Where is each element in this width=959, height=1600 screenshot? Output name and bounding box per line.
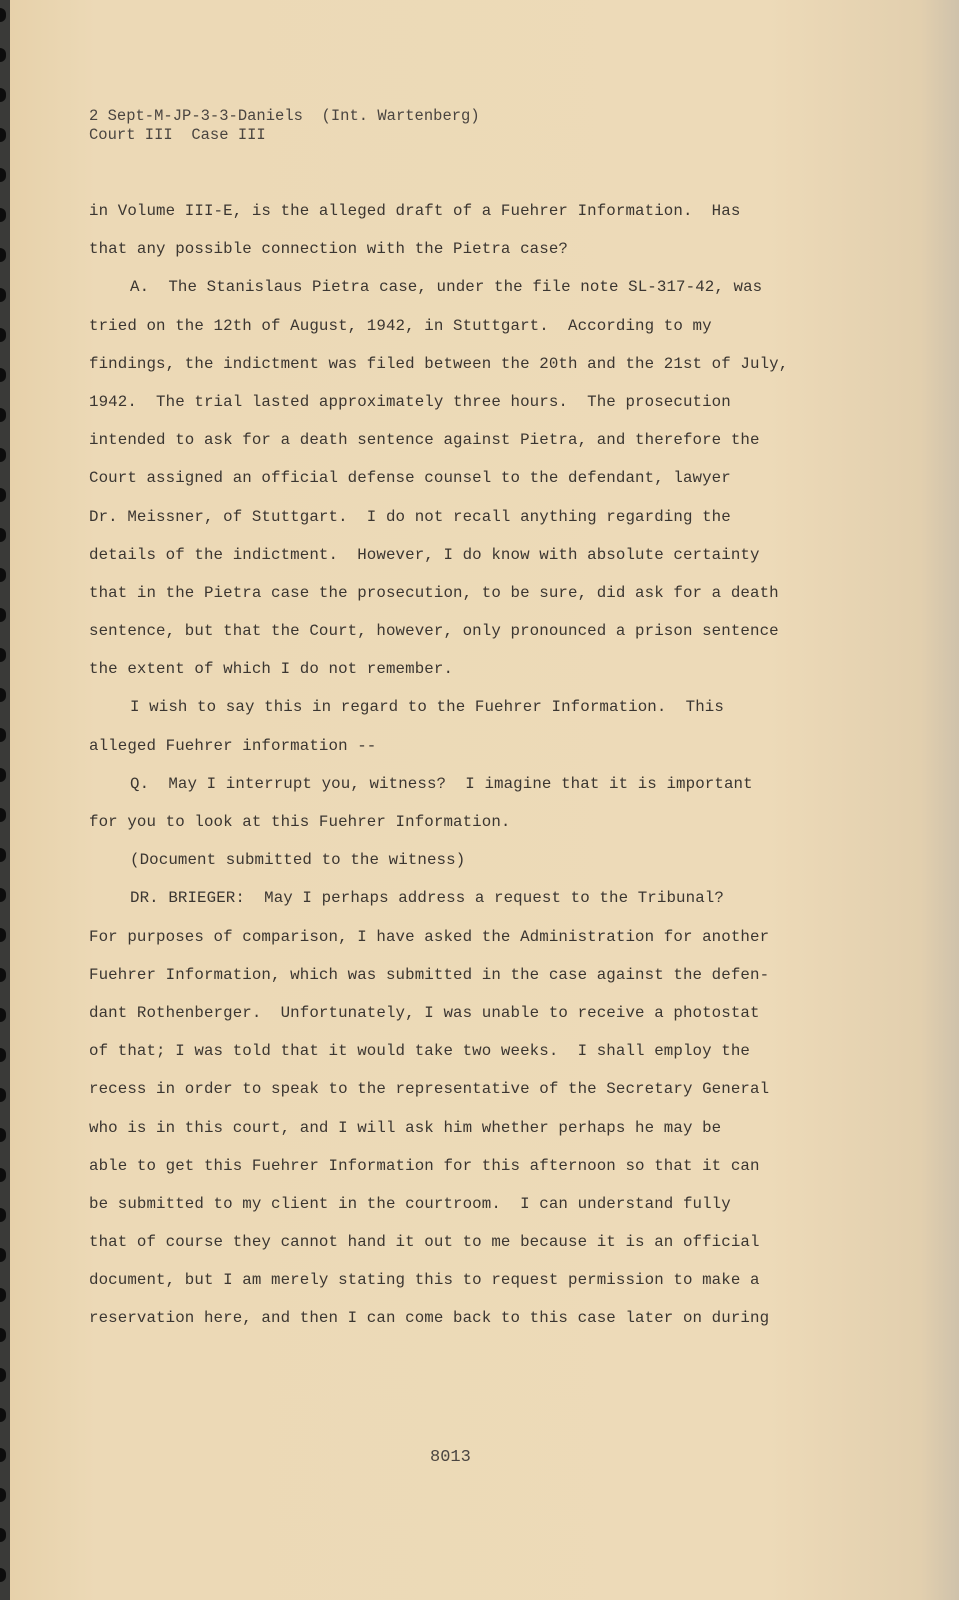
binding-hole (0, 928, 6, 942)
binding-hole (0, 1368, 6, 1382)
transcript-line: tried on the 12th of August, 1942, in Stuttgart. According to my (89, 316, 712, 335)
document-header (89, 107, 480, 145)
transcript-line: recess in order to speak to the representative of the Secretary General (89, 1080, 770, 1099)
transcript-line: I wish to say this in regard to the Fuehrer Information. This (130, 698, 724, 717)
binding-hole (0, 368, 6, 382)
binding-hole (0, 1328, 6, 1342)
binding-hole (0, 1168, 6, 1182)
transcript-line: intended to ask for a death sentence against Pietra, and therefore the (89, 431, 760, 450)
transcript-line: sentence, but that the Court, however, only pronounced a prison sentence (89, 622, 779, 641)
transcript-line: details of the indictment. However, I do know with absolute certainty (89, 545, 760, 564)
binding-hole (0, 1248, 6, 1262)
binding-hole (0, 848, 6, 862)
binding-hole (0, 1568, 6, 1582)
binding-hole (0, 208, 6, 222)
transcript-line: (Document submitted to the witness) (130, 851, 466, 870)
transcript-line: the extent of which I do not remember. (89, 660, 454, 679)
binding-hole (0, 688, 6, 702)
transcript-line: who is in this court, and I will ask him whether perhaps he may be (89, 1118, 722, 1137)
transcript-line: that of course they cannot hand it out to me because it is an official (89, 1233, 760, 1252)
transcript-line: Court assigned an official defense counsel to the defendant, lawyer (89, 469, 731, 488)
binding-hole (0, 808, 6, 822)
header-court-line: Court III Case III (89, 126, 266, 144)
transcript-line: A. The Stanislaus Pietra case, under the file note SL-317-42, was (130, 278, 763, 297)
binding-hole (0, 608, 6, 622)
binding-hole (0, 1528, 6, 1542)
transcript-line: findings, the indictment was filed between the 20th and the 21st of July, (89, 354, 789, 373)
binding-hole (0, 888, 6, 902)
binding-hole (0, 328, 6, 342)
binding-hole (0, 1408, 6, 1422)
binding-hole (0, 648, 6, 662)
transcript-line: alleged Fuehrer information -- (89, 736, 377, 755)
transcript-body (89, 192, 788, 1338)
header-session-line: 2 Sept-M-JP-3-3-Daniels (Int. Wartenberg) (89, 107, 480, 125)
binding-hole (0, 1128, 6, 1142)
transcript-line: document, but I am merely stating this to request permission to make a (89, 1271, 760, 1290)
binding-hole (0, 8, 6, 22)
binding-hole (0, 448, 6, 462)
binding-hole (0, 248, 6, 262)
spiral-binding (0, 0, 10, 1600)
binding-hole (0, 168, 6, 182)
transcript-line: 1942. The trial lasted approximately three hours. The prosecution (89, 392, 731, 411)
binding-hole (0, 408, 6, 422)
transcript-line: able to get this Fuehrer Information for this afternoon so that it can (89, 1156, 760, 1175)
transcript-line: for you to look at this Fuehrer Information. (89, 813, 511, 831)
binding-hole (0, 128, 6, 142)
binding-hole (0, 528, 6, 542)
binding-hole (0, 1008, 6, 1022)
binding-hole (0, 1288, 6, 1302)
binding-hole (0, 1488, 6, 1502)
binding-hole (0, 288, 6, 302)
page-number: 8013 (430, 1448, 471, 1467)
binding-hole (0, 1448, 6, 1462)
transcript-line: For purposes of comparison, I have asked the Administration for another (89, 927, 770, 946)
binding-hole (0, 1208, 6, 1222)
binding-hole (0, 968, 6, 982)
binding-hole (0, 48, 6, 62)
transcript-line: Dr. Meissner, of Stuttgart. I do not recall anything regarding the (89, 507, 731, 526)
transcript-line: reservation here, and then I can come back to this case later on during (89, 1309, 770, 1328)
binding-hole (0, 728, 6, 742)
binding-hole (0, 488, 6, 502)
binding-hole (0, 768, 6, 782)
transcript-line: of that; I was told that it would take two weeks. I shall employ the (89, 1042, 750, 1061)
binding-hole (0, 1048, 6, 1062)
transcript-line: in Volume III-E, is the alleged draft of a Fuehrer Information. Has (89, 202, 741, 220)
transcript-line: that in the Pietra case the prosecution, to be sure, did ask for a death (89, 583, 779, 602)
binding-hole (0, 1088, 6, 1102)
binding-hole (0, 568, 6, 582)
transcript-line: that any possible connection with the Pietra case? (89, 240, 568, 259)
transcript-line: Fuehrer Information, which was submitted in the case against the defen- (89, 965, 770, 984)
binding-hole (0, 88, 6, 102)
transcript-line: Q. May I interrupt you, witness? I imagine that it is important (130, 774, 753, 793)
transcript-line: be submitted to my client in the courtroom. I can understand fully (89, 1194, 731, 1213)
transcript-line: dant Rothenberger. Unfortunately, I was unable to receive a photostat (89, 1003, 760, 1022)
transcript-line: DR. BRIEGER: May I perhaps address a request to the Tribunal? (130, 889, 724, 908)
